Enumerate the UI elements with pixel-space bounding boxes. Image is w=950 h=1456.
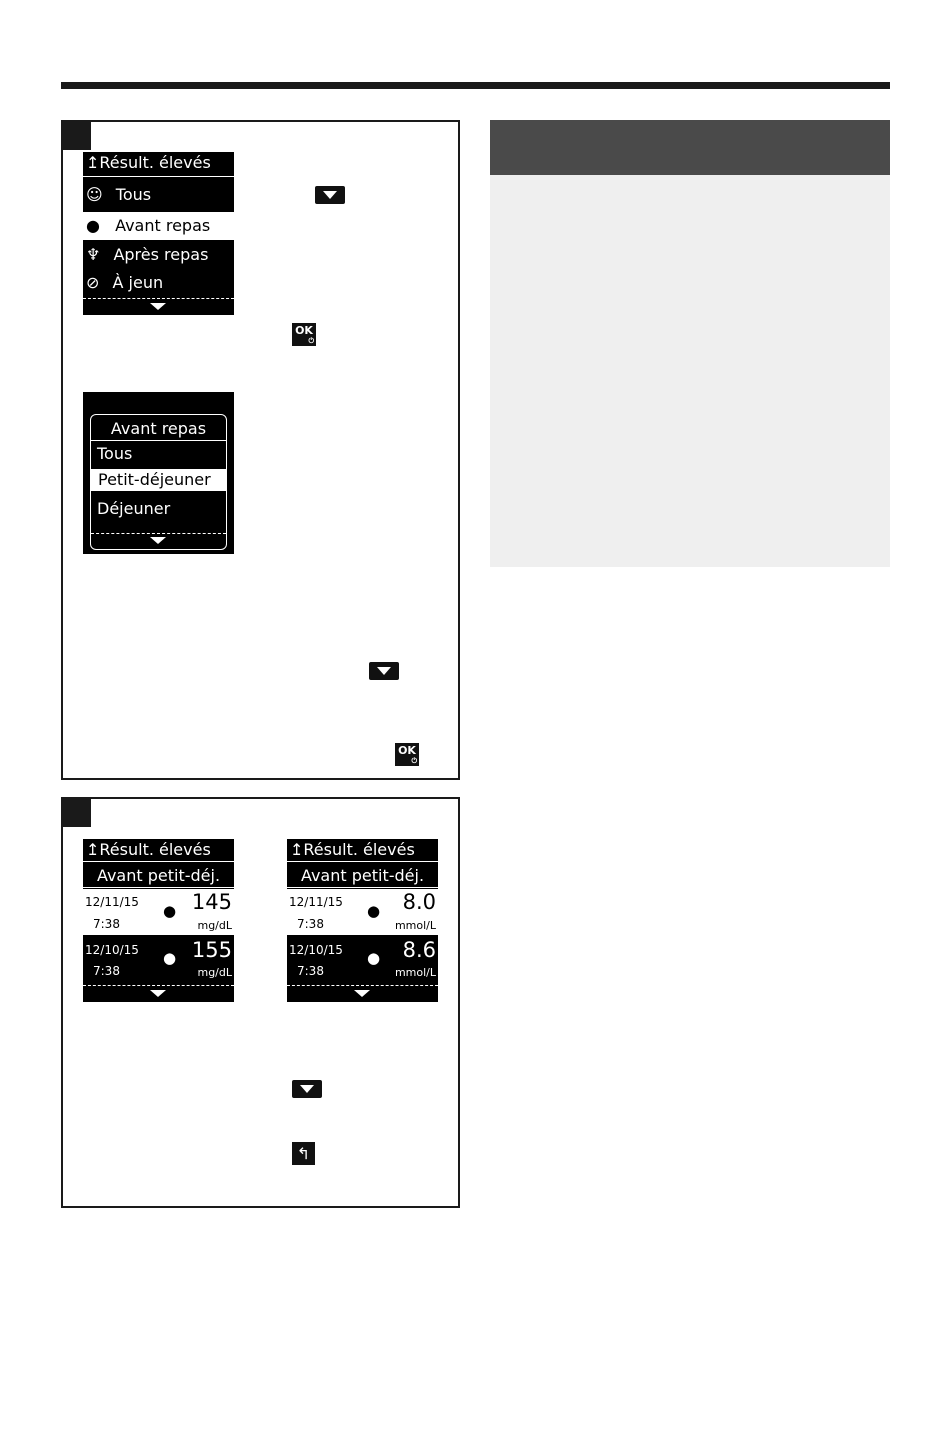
result-date: 12/10/15 xyxy=(289,943,343,957)
result-row[interactable] xyxy=(287,937,438,983)
meter-screen-meal-submenu xyxy=(83,392,234,554)
submenu-item-tous[interactable]: Tous xyxy=(97,444,133,463)
meter-screen-filter-menu xyxy=(83,152,234,315)
result-date: 12/11/15 xyxy=(289,895,343,909)
apple-core-icon: ♆ xyxy=(86,245,101,264)
ok-button-icon xyxy=(395,743,419,766)
submenu-title: Avant repas xyxy=(91,418,226,441)
screen-subheader: Avant petit-déj. xyxy=(287,865,438,888)
meter-screen-results-mmol xyxy=(287,839,438,1002)
screen-header-label: Résult. élevés xyxy=(303,840,415,859)
result-row-selected[interactable] xyxy=(83,889,234,935)
scroll-down-icon xyxy=(150,990,166,997)
submenu-item-petit-dejeuner[interactable]: Petit-déjeuner xyxy=(91,469,226,491)
result-unit: mmol/L xyxy=(394,919,436,932)
result-time: 7:38 xyxy=(93,917,120,931)
result-date: 12/10/15 xyxy=(85,943,139,957)
step-panel-2 xyxy=(61,797,460,1208)
scroll-down-icon xyxy=(150,303,166,310)
screen-header-label: Résult. élevés xyxy=(99,153,211,172)
submenu-item-dejeuner[interactable]: Déjeuner xyxy=(97,499,171,518)
result-unit: mmol/L xyxy=(394,966,436,979)
info-box xyxy=(490,120,890,567)
menu-item-avant-repas[interactable] xyxy=(83,212,234,240)
before-meal-apple-icon: ● xyxy=(367,949,381,967)
ok-label: OK xyxy=(295,324,313,337)
result-row[interactable] xyxy=(83,937,234,983)
scroll-divider xyxy=(287,985,438,986)
high-results-icon: ↥ xyxy=(86,153,100,172)
result-unit: mg/dL xyxy=(197,966,232,979)
result-time: 7:38 xyxy=(297,917,324,931)
ok-button-icon xyxy=(292,323,316,346)
all-icon: ☺ xyxy=(86,185,103,204)
menu-item-label: Après repas xyxy=(113,245,209,264)
result-value: 145 xyxy=(191,890,232,914)
high-results-icon: ↥ xyxy=(86,840,100,859)
menu-item-label: À jeun xyxy=(112,273,164,292)
down-button-icon xyxy=(369,662,399,680)
menu-item-label: Avant repas xyxy=(115,216,211,235)
screen-header-label: Résult. élevés xyxy=(99,840,211,859)
ok-label: OK xyxy=(398,744,416,757)
result-row-selected[interactable] xyxy=(287,889,438,935)
screen-subheader: Avant petit-déj. xyxy=(83,865,234,888)
scroll-divider xyxy=(83,298,234,299)
screen-header xyxy=(83,152,234,177)
before-meal-apple-icon: ● xyxy=(163,949,177,967)
result-value: 8.6 xyxy=(402,938,436,962)
before-meal-apple-icon: ● xyxy=(367,902,381,920)
power-icon: ⏻ xyxy=(411,757,417,765)
result-value: 155 xyxy=(191,938,232,962)
power-icon: ⏻ xyxy=(308,337,314,345)
info-box-header xyxy=(490,120,890,175)
down-button-icon xyxy=(315,186,345,204)
step-number-tab xyxy=(63,799,91,827)
step-panel-1 xyxy=(61,120,460,780)
result-value: 8.0 xyxy=(402,890,436,914)
meter-screen-results-mgdl xyxy=(83,839,234,1002)
down-button-icon xyxy=(292,1080,322,1098)
back-button-icon: ↰ xyxy=(292,1142,315,1165)
screen-header xyxy=(287,839,438,862)
scroll-divider xyxy=(83,985,234,986)
menu-item-a-jeun[interactable] xyxy=(83,272,234,294)
result-time: 7:38 xyxy=(93,964,120,978)
menu-item-tous[interactable] xyxy=(83,184,234,206)
high-results-icon: ↥ xyxy=(290,840,304,859)
top-rule xyxy=(61,82,890,89)
scroll-down-icon xyxy=(354,990,370,997)
result-time: 7:38 xyxy=(297,964,324,978)
before-meal-apple-icon: ● xyxy=(163,902,177,920)
screen-header xyxy=(83,839,234,862)
apple-icon: ● xyxy=(86,216,100,235)
result-date: 12/11/15 xyxy=(85,895,139,909)
step-number-tab xyxy=(63,122,91,150)
menu-item-label: Tous xyxy=(115,185,152,204)
fasting-icon: ⊘ xyxy=(86,273,100,292)
scroll-divider xyxy=(91,533,226,534)
result-unit: mg/dL xyxy=(197,919,232,932)
scroll-down-icon xyxy=(150,537,166,544)
menu-item-apres-repas[interactable] xyxy=(83,244,234,266)
